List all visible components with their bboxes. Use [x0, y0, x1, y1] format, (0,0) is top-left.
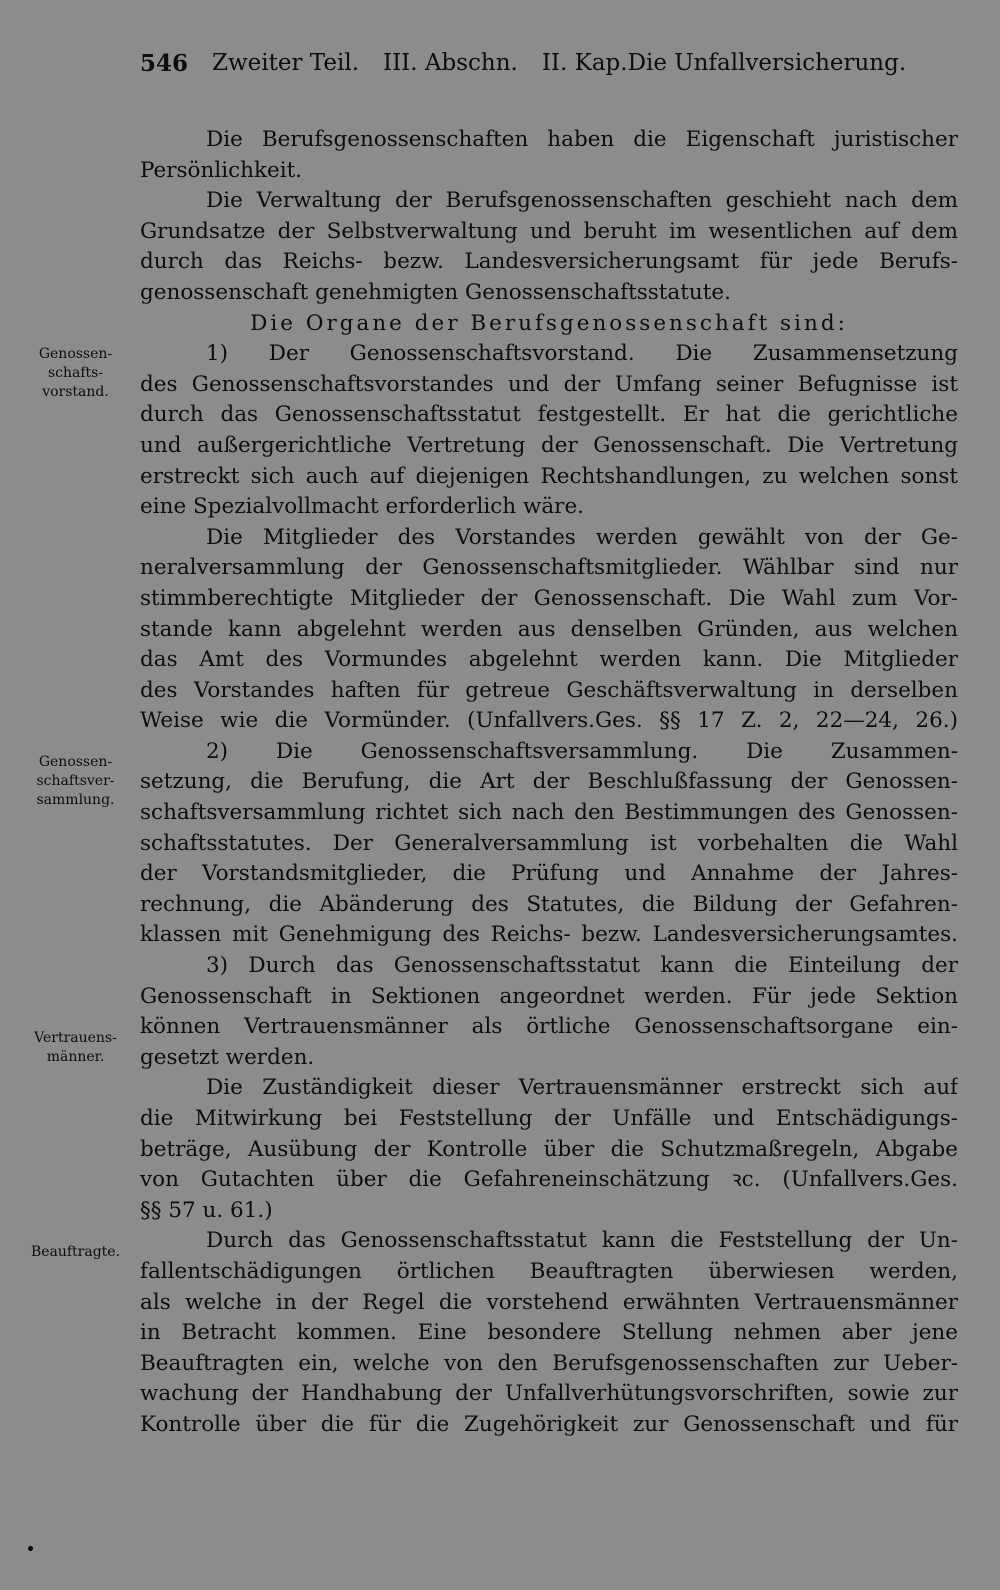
- header-left: [140, 50, 628, 77]
- margin-note-text: Genossen- schaftsver- sammlung.: [36, 754, 115, 808]
- text-line: schaftsversammlung richtet sich nach den Bestimmungen des Genossen-: [140, 800, 958, 826]
- text-line: Die Berufsgenossenschaften haben die Eigenschaft juristischer: [206, 127, 958, 152]
- margin-note-vertrauensmaenner: [23, 1029, 128, 1067]
- margin-note-beauftragte: [23, 1243, 128, 1262]
- text-line: schaftsstatutes. Der Generalversammlung ist vorbehalten die Wahl: [140, 830, 958, 856]
- text-line: fallentschädigungen örtlichen Beauftragten überwiesen werden,: [140, 1258, 958, 1284]
- text-line: durch das Genossenschaftsstatut festgestellt. Er hat die gerichtliche: [140, 402, 958, 428]
- text-line: durch das Reichs- bezw. Landesversicherungsamt für jede Berufs-: [140, 249, 958, 275]
- text-line: erstreckt sich auch auf diejenigen Rechtshandlungen, zu welchen sonst: [140, 463, 958, 489]
- text-line: als welche in der Regel die vorstehend erwähnten Vertrauensmänner: [140, 1289, 958, 1315]
- margin-note-versammlung: [23, 753, 128, 810]
- header-subject: Die Unfallversicherung.: [627, 50, 907, 76]
- text-line: Beauftragten ein, welche von den Berufsgenossenschaften zur Ueber-: [140, 1350, 958, 1376]
- text-line: Persönlichkeit.: [140, 157, 303, 183]
- page-number: 546: [140, 50, 189, 77]
- text-line: Weise wie die Vormünder. (Unfallvers.Ges. §§ 17 Z. 2, 22—24, 26.): [140, 708, 958, 734]
- stray-dot: [28, 1546, 33, 1551]
- margin-note-text: Genossen- schafts- vorstand.: [38, 346, 113, 400]
- text-line: Durch das Genossenschaftsstatut kann die Feststellung der Un-: [206, 1228, 958, 1254]
- header-part: Zweiter Teil.: [212, 50, 359, 76]
- text-line: stande kann abgelehnt werden aus denselben Gründen, aus welchen: [140, 616, 958, 642]
- text-line: klassen mit Genehmigung des Reichs- bezw. Landesversicherungsamtes.: [140, 922, 958, 948]
- text-line: Die Organe der Berufsgenossenschaft sind:: [250, 310, 848, 336]
- text-line: Genossenschaft in Sektionen angeordnet werden. Für jede Sektion: [140, 983, 958, 1009]
- text-line: setzung, die Berufung, die Art der Beschlußfassung der Genossen-: [140, 769, 958, 795]
- text-line: Die Verwaltung der Berufsgenossenschaften geschieht nach dem: [206, 188, 958, 214]
- text-line: das Amt des Vormundes abgelehnt werden kann. Die Mitglieder: [140, 647, 958, 673]
- text-line: 2) Die Genossenschaftsversammlung. Die Zusammen-: [206, 738, 958, 764]
- running-header: [140, 50, 907, 77]
- text-line: Die Zuständigkeit dieser Vertrauensmänner erstreckt sich auf: [206, 1075, 958, 1101]
- margin-note-vorstand: [23, 345, 128, 402]
- text-line: in Betracht kommen. Eine besondere Stellung nehmen aber jene: [140, 1320, 958, 1346]
- margin-note-text: Beauftragte.: [30, 1244, 121, 1260]
- text-line: genossenschaft genehmigten Genossenschaftsstatute.: [140, 279, 731, 305]
- text-line: Grundsatze der Selbstverwaltung und beruht im wesentlichen auf dem: [140, 218, 958, 244]
- text-line: §§ 57 u. 61.): [140, 1197, 273, 1223]
- text-body: [140, 125, 958, 1441]
- text-line: rechnung, die Abänderung des Statutes, die Bildung der Gefahren-: [140, 891, 958, 917]
- text-line: des Vorstandes haften für getreue Geschäftsverwaltung in derselben: [140, 677, 958, 703]
- text-line: 1) Der Genossenschaftsvorstand. Die Zusammensetzung: [206, 341, 958, 367]
- text-line: stimmberechtigte Mitglieder der Genossenschaft. Die Wahl zum Vor-: [140, 585, 958, 611]
- text-line: Kontrolle über die für die Zugehörigkeit zur Genossenschaft und für: [140, 1411, 958, 1437]
- text-line: des Genossenschaftsvorstandes und der Umfang seiner Befugnisse ist: [140, 371, 958, 397]
- text-line: der Vorstandsmitglieder, die Prüfung und Annahme der Jahres-: [140, 861, 958, 887]
- text-line: können Vertrauensmänner als örtliche Genossenschaftsorgane ein-: [140, 1014, 958, 1040]
- text-line: eine Spezialvollmacht erforderlich wäre.: [140, 494, 585, 520]
- text-line: wachung der Handhabung der Unfallverhütungsvorschriften, sowie zur: [140, 1381, 958, 1407]
- text-line: die Mitwirkung bei Feststellung der Unfälle und Entschädigungs-: [140, 1106, 958, 1131]
- text-line: und außergerichtliche Vertretung der Genossenschaft. Die Vertretung: [140, 432, 958, 458]
- text-line: gesetzt werden.: [140, 1044, 315, 1070]
- text-line: 3) Durch das Genossenschaftsstatut kann die Einteilung der: [206, 953, 958, 979]
- text-line: Die Mitglieder des Vorstandes werden gewählt von der Ge-: [206, 524, 958, 550]
- text-line: neralversammlung der Genossenschaftsmitglieder. Wählbar sind nur: [140, 555, 958, 581]
- text-line: von Gutachten über die Gefahreneinschätzung ꝛc. (Unfallvers.Ges.: [140, 1167, 958, 1193]
- text-line: beträge, Ausübung der Kontrolle über die Schutzmaßregeln, Abgabe: [140, 1136, 958, 1162]
- header-section: III. Abschn.: [383, 50, 518, 76]
- margin-note-text: Vertrauens- männer.: [34, 1030, 117, 1065]
- header-chapter: II. Kap.: [541, 50, 628, 76]
